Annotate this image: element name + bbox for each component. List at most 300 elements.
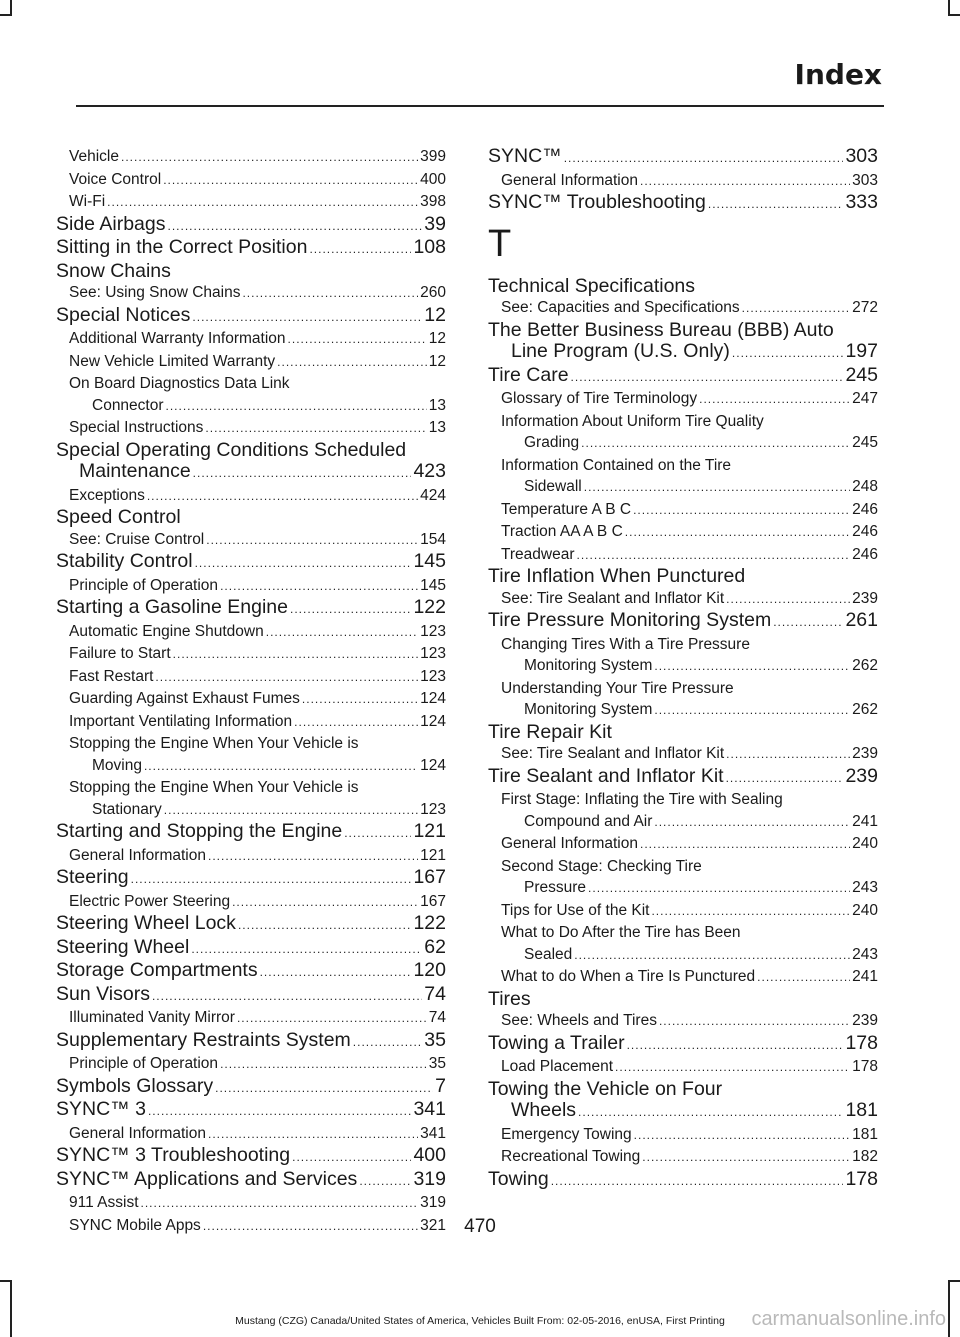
dot-leader [633, 500, 850, 522]
page-ref: 240 [852, 835, 878, 852]
index-entry[interactable] [488, 1033, 878, 1057]
entry-text: Tire Inflation When Punctured [488, 565, 746, 587]
page-ref: 239 [852, 1012, 878, 1029]
index-subentry[interactable] [56, 191, 446, 214]
entry-text: Monitoring System [524, 657, 653, 674]
index-subentry[interactable] [56, 146, 446, 169]
index-column-left [56, 146, 446, 1237]
index-entry[interactable] [488, 566, 878, 588]
crop-mark [0, 1280, 12, 1282]
page-ref: 145 [420, 576, 446, 594]
dot-leader [220, 576, 418, 598]
entry-text: Temperature A B C [501, 500, 632, 518]
index-subentry[interactable] [56, 845, 446, 868]
page-ref: 74 [428, 1009, 446, 1026]
page-ref: 341 [420, 1124, 446, 1142]
index-entry[interactable] [488, 989, 878, 1011]
entry-text: Special Operating Conditions Scheduled [56, 438, 407, 461]
index-subentry[interactable] [56, 328, 446, 351]
index-entry[interactable] [56, 1169, 446, 1193]
entry-text: Snow Chains [56, 259, 171, 282]
entry-text: Fast Restart [69, 667, 154, 685]
dot-leader [277, 352, 427, 374]
index-entry[interactable] [56, 1099, 446, 1123]
page-ref: 121 [413, 821, 446, 842]
entry-text: Emergency Towing [501, 1125, 632, 1143]
page-ref: 239 [845, 765, 878, 787]
index-subentry[interactable] [488, 1010, 878, 1033]
entry-text: Traction AA A B C [501, 523, 623, 540]
entry-text: Wheels [511, 1100, 577, 1121]
entry-text: Stationary [92, 800, 162, 818]
entry-text: Electric Power Steering [69, 892, 231, 910]
crop-mark [10, 0, 12, 14]
entry-text: New Vehicle Limited Warranty [69, 352, 276, 370]
index-subentry[interactable] [488, 922, 878, 966]
index-entry[interactable] [56, 1076, 446, 1100]
dot-leader [168, 216, 423, 238]
dot-leader [215, 1078, 433, 1100]
page-ref: 246 [852, 523, 878, 540]
page-ref: 181 [852, 1125, 878, 1143]
page-ref: 246 [852, 545, 878, 563]
index-subentry[interactable] [488, 455, 878, 499]
page-ref: 12 [428, 330, 446, 347]
page-ref: 240 [852, 901, 878, 919]
entry-text: Tips for Use of the Kit [501, 901, 650, 919]
dot-leader [205, 418, 426, 440]
entry-text: Technical Specifications [488, 274, 696, 297]
crop-mark [948, 1280, 950, 1337]
entry-text: Steering [56, 867, 129, 888]
entry-text: Treadwear [501, 545, 575, 563]
page-ref: 262 [852, 657, 878, 674]
header-rule [76, 105, 884, 107]
dot-leader [166, 396, 427, 418]
index-entry[interactable] [56, 440, 446, 485]
entry-text: See: Wheels and Tires [501, 1012, 657, 1029]
index-entry[interactable] [488, 1169, 878, 1193]
entry-text: Stopping the Engine When Your Vehicle is [69, 735, 359, 752]
page-ref: 12 [424, 304, 446, 326]
index-subentry[interactable] [488, 544, 878, 567]
dot-leader [191, 939, 422, 961]
page-ref: 245 [845, 364, 878, 386]
entry-text: Pressure [524, 879, 587, 896]
page-title: Index [794, 58, 882, 91]
entry-text: Stopping the Engine When Your Vehicle is [69, 779, 359, 796]
page-ref: 197 [845, 341, 878, 362]
index-entry[interactable] [56, 214, 446, 238]
index-subentry[interactable] [56, 1123, 446, 1146]
page-ref: 35 [424, 1029, 446, 1051]
crop-mark [948, 1280, 960, 1282]
dot-leader [581, 433, 850, 455]
page-ref: 178 [845, 1168, 878, 1190]
entry-text: Stability Control [56, 551, 193, 572]
entry-text: Starting and Stopping the Engine [56, 821, 343, 842]
dot-leader [192, 307, 422, 329]
page-ref: 123 [420, 667, 446, 685]
entry-text: Grading [524, 434, 580, 451]
entry-text: Guarding Against Exhaust Fumes [69, 690, 300, 707]
entry-text: Additional Warranty Information [69, 330, 286, 347]
page-ref: 423 [413, 461, 446, 482]
dot-leader [353, 1032, 423, 1054]
entry-text: SYNC™ 3 Troubleshooting [56, 1145, 291, 1166]
dot-leader [564, 148, 844, 170]
index-entry[interactable] [488, 192, 878, 216]
page-ref: 12 [428, 352, 446, 370]
index-entry[interactable] [488, 276, 878, 298]
index-entry[interactable] [56, 597, 446, 621]
entry-text: Line Program (U.S. Only) [511, 341, 730, 362]
page-ref: 39 [424, 213, 446, 235]
index-subentry[interactable] [488, 297, 878, 320]
entry-text: Compound and Air [524, 812, 653, 830]
page-ref: 247 [852, 390, 878, 407]
entry-text: Information About Uniform Tire Quality [501, 412, 764, 430]
entry-text: What to do When a Tire Is Punctured [501, 968, 756, 985]
entry-text: Tire Sealant and Inflator Kit [488, 765, 724, 787]
page-ref: 35 [428, 1055, 446, 1072]
dot-leader [155, 667, 418, 689]
page-ref: 398 [420, 193, 446, 210]
page-ref: 399 [420, 148, 446, 165]
index-subentry[interactable] [488, 1146, 878, 1169]
index-subentry[interactable] [56, 169, 446, 192]
page-ref: 400 [413, 1145, 446, 1166]
page-ref: 261 [845, 610, 878, 631]
entry-text: SYNC™ [488, 146, 562, 167]
crop-mark [948, 0, 950, 14]
entry-text: Storage Compartments [56, 960, 258, 981]
entry-text: Starting a Gasoline Engine [56, 597, 288, 618]
dot-leader [237, 1008, 427, 1030]
entry-text: Speed Control [56, 506, 181, 528]
dot-leader [193, 463, 412, 485]
dot-leader [654, 812, 850, 834]
entry-text: Tire Repair Kit [488, 720, 612, 743]
index-subentry[interactable] [488, 856, 878, 900]
dot-leader [220, 1054, 427, 1076]
entry-text: SYNC™ Applications and Services [56, 1168, 358, 1190]
page-ref: 7 [435, 1075, 446, 1097]
page-ref: 333 [845, 192, 878, 213]
index-entry[interactable] [56, 984, 446, 1008]
entry-text: See: Using Snow Chains [69, 284, 241, 301]
entry-text: Recreational Towing [501, 1148, 641, 1165]
entry-text: What to Do After the Tire has Been [501, 924, 741, 941]
watermark: carmanualsonline.info [751, 1308, 946, 1330]
page-ref: 319 [413, 1168, 446, 1190]
dot-leader [141, 1193, 419, 1215]
dot-leader [742, 298, 850, 320]
dot-leader [642, 1147, 850, 1169]
page-ref: 121 [420, 846, 446, 864]
index-subentry[interactable] [56, 733, 446, 777]
dot-leader [773, 612, 843, 634]
page-ref: 123 [420, 622, 446, 640]
index-subentry[interactable] [56, 621, 446, 644]
page-ref: 303 [845, 146, 878, 167]
index-subentry[interactable] [56, 666, 446, 689]
index-subentry[interactable] [56, 643, 446, 666]
dot-leader [232, 892, 418, 914]
index-subentry[interactable] [488, 588, 878, 611]
index-subentry[interactable] [56, 1053, 446, 1076]
entry-text: See: Tire Sealant and Inflator Kit [501, 589, 725, 607]
entry-text: Tire Pressure Monitoring System [488, 610, 772, 631]
page-ref: 400 [420, 170, 446, 188]
index-entry[interactable] [488, 766, 878, 790]
page-ref: 243 [852, 945, 878, 963]
dot-leader [588, 878, 850, 900]
entry-text: Towing a Trailer [488, 1032, 625, 1054]
index-subentry[interactable] [56, 373, 446, 417]
dot-leader [574, 945, 850, 967]
page-ref: 260 [420, 284, 446, 301]
index-entry[interactable] [56, 1030, 446, 1054]
dot-leader [578, 1102, 843, 1124]
dot-leader [152, 986, 422, 1008]
index-entry[interactable] [56, 913, 446, 937]
index-subentry[interactable] [56, 485, 446, 508]
entry-text: Steering Wheel [56, 936, 190, 958]
index-subentry[interactable] [488, 521, 878, 544]
index-subentry[interactable] [488, 1124, 878, 1147]
dot-leader [651, 901, 850, 923]
page-ref: 108 [413, 237, 446, 258]
page-ref: 62 [424, 936, 446, 958]
entry-text: Towing [488, 1168, 549, 1190]
entry-text: Maintenance [79, 461, 191, 482]
index-subentry[interactable] [56, 529, 446, 552]
footer-text: Mustang (CZG) Canada/United States of America, Vehicles Built From: 02-05-2016, enUSA, First Printing [235, 1315, 725, 1327]
index-entry[interactable] [56, 1145, 446, 1169]
page-ref: 321 [420, 1216, 446, 1234]
entry-text: Symbols Glossary [56, 1075, 214, 1097]
index-subentry[interactable] [56, 777, 446, 821]
dot-leader [654, 656, 850, 678]
index-entry[interactable] [56, 960, 446, 984]
page-ref: 239 [852, 589, 878, 607]
index-subentry[interactable] [488, 499, 878, 522]
index-entry[interactable] [56, 821, 446, 845]
index-entry[interactable] [56, 507, 446, 529]
entry-text: Tire Care [488, 364, 569, 386]
page-number: 470 [464, 1216, 496, 1237]
dot-leader [726, 768, 844, 790]
index-subentry[interactable] [488, 634, 878, 678]
index-subentry[interactable] [488, 966, 878, 989]
page-ref: 246 [852, 500, 878, 518]
entry-text: On Board Diagnostics Data Link [69, 375, 290, 392]
entry-text: Supplementary Restraints System [56, 1029, 351, 1051]
dot-leader [640, 171, 850, 193]
dot-leader [571, 367, 844, 389]
page-ref: 243 [852, 879, 878, 896]
index-entry[interactable] [488, 722, 878, 744]
dot-leader [266, 622, 418, 644]
index-entry[interactable] [56, 261, 446, 283]
dot-leader [726, 589, 850, 611]
dot-leader [163, 170, 418, 192]
entry-text: General Information [69, 846, 206, 864]
page-ref: 178 [852, 1058, 878, 1075]
entry-text: Special Notices [56, 304, 191, 326]
dot-leader [121, 147, 418, 169]
page-ref: 122 [413, 913, 446, 934]
entry-text: Steering Wheel Lock [56, 913, 236, 934]
index-entry[interactable] [488, 320, 878, 365]
entry-text: Connector [92, 396, 164, 414]
dot-leader [577, 545, 851, 567]
dot-leader [302, 689, 418, 711]
page-ref: 341 [413, 1099, 446, 1120]
page-ref: 241 [852, 968, 878, 985]
dot-leader [615, 1057, 850, 1079]
dot-leader [164, 800, 418, 822]
index-subentry[interactable] [56, 1007, 446, 1030]
index-subentry[interactable] [56, 688, 446, 711]
entry-text: Vehicle [69, 148, 119, 165]
dot-leader [242, 283, 418, 305]
page-ref: 154 [420, 530, 446, 548]
entry-text: Sealed [524, 945, 573, 963]
page-ref: 124 [420, 690, 446, 707]
dot-leader [625, 522, 850, 544]
entry-text: General Information [501, 835, 638, 852]
entry-text: Towing the Vehicle on Four [488, 1077, 723, 1100]
dot-leader [260, 962, 412, 984]
entry-text: Voice Control [69, 170, 162, 188]
entry-text: Changing Tires With a Tire Pressure [501, 635, 750, 653]
page-ref: 239 [852, 745, 878, 762]
index-subentry[interactable] [56, 351, 446, 374]
dot-leader [634, 1125, 850, 1147]
index-subentry[interactable] [488, 743, 878, 766]
page-ref: 178 [845, 1032, 878, 1054]
dot-leader [732, 343, 844, 365]
entry-text: Illuminated Vanity Mirror [69, 1009, 235, 1026]
index-entry[interactable] [488, 365, 878, 389]
entry-text: Principle of Operation [69, 1055, 219, 1072]
entry-text: SYNC Mobile Apps [69, 1216, 201, 1234]
entry-text: Wi-Fi [69, 193, 106, 210]
entry-text: General Information [69, 1124, 206, 1142]
dot-leader [344, 823, 411, 845]
index-entry[interactable] [56, 237, 446, 261]
page-ref: 303 [852, 171, 878, 189]
index-subentry[interactable] [488, 170, 878, 193]
entry-text: Information Contained on the Tire [501, 456, 732, 474]
index-subentry[interactable] [488, 678, 878, 722]
dot-leader [309, 239, 411, 261]
index-subentry[interactable] [56, 1192, 446, 1215]
page-ref: 245 [852, 434, 878, 451]
entry-text: Important Ventilating Information [69, 712, 293, 730]
entry-text: Load Placement [501, 1058, 614, 1075]
dot-leader [627, 1035, 844, 1057]
dot-leader [757, 967, 850, 989]
index-entry[interactable] [56, 867, 446, 891]
index-subentry[interactable] [56, 282, 446, 305]
index-subentry[interactable] [56, 891, 446, 914]
dot-leader [659, 1011, 850, 1033]
index-entry[interactable] [56, 305, 446, 329]
dot-leader [292, 1147, 411, 1169]
page-ref: 13 [428, 419, 446, 436]
entry-text: General Information [501, 171, 638, 189]
dot-leader [107, 192, 418, 214]
dot-leader [359, 1171, 411, 1193]
index-entry[interactable] [488, 1079, 878, 1124]
dot-leader [131, 869, 412, 891]
page-ref: 319 [420, 1194, 446, 1211]
page-ref: 248 [852, 478, 878, 495]
crop-mark [0, 14, 12, 16]
entry-text: Sun Visors [56, 983, 150, 1005]
dot-leader [144, 756, 418, 778]
page-ref: 122 [413, 597, 446, 618]
page-ref: 262 [852, 701, 878, 718]
index-entry[interactable] [56, 937, 446, 961]
dot-leader [173, 644, 418, 666]
index-column-right [488, 146, 878, 1192]
page-ref: 167 [413, 867, 446, 888]
page-ref: 124 [420, 712, 446, 730]
index-subentry[interactable] [56, 417, 446, 440]
crop-mark [948, 14, 960, 16]
index-entry[interactable] [56, 551, 446, 575]
index-subentry[interactable] [488, 411, 878, 455]
index-subentry[interactable] [56, 575, 446, 598]
index-subentry[interactable] [488, 833, 878, 856]
entry-text: Second Stage: Checking Tire [501, 857, 702, 875]
page-ref: 182 [852, 1148, 878, 1165]
dot-leader [551, 1171, 844, 1193]
index-entry[interactable] [488, 146, 878, 170]
entry-text: The Better Business Bureau (BBB) Auto [488, 318, 834, 341]
dot-leader [294, 712, 418, 734]
entry-text: Moving [92, 756, 142, 774]
page-ref: 424 [420, 486, 446, 504]
dot-leader [206, 530, 418, 552]
index-subentry[interactable] [488, 1056, 878, 1079]
entry-text: Understanding Your Tire Pressure [501, 679, 734, 697]
entry-text: Sitting in the Correct Position [56, 237, 308, 258]
page-ref: 74 [424, 983, 446, 1005]
page-ref: 124 [420, 756, 446, 774]
index-subentry[interactable] [488, 789, 878, 833]
index-subentry[interactable] [488, 388, 878, 411]
entry-text: Principle of Operation [69, 576, 219, 594]
dot-leader [288, 329, 427, 351]
dot-leader [640, 834, 850, 856]
dot-leader [195, 553, 412, 575]
dot-leader [699, 389, 850, 411]
dot-leader [584, 477, 850, 499]
index-entry[interactable] [488, 610, 878, 634]
dot-leader [290, 599, 411, 621]
dot-leader [208, 846, 418, 868]
entry-text: Special Instructions [69, 419, 204, 436]
index-subentry[interactable] [488, 900, 878, 923]
index-subentry[interactable] [56, 711, 446, 734]
dot-leader [654, 700, 850, 722]
page-ref: 272 [852, 299, 878, 316]
